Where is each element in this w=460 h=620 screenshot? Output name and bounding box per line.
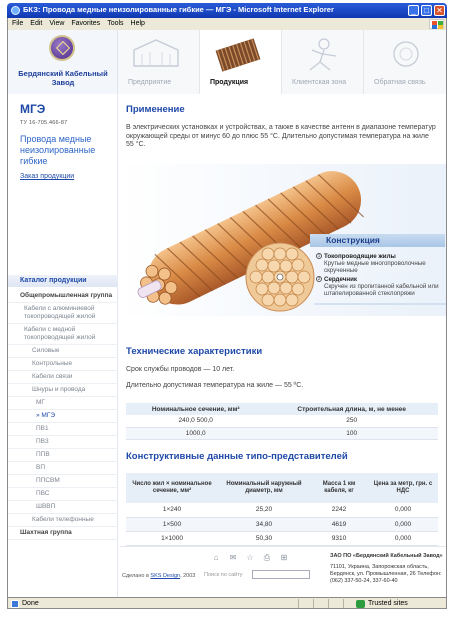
main-nav: [118, 30, 447, 94]
status-text: Done: [22, 600, 39, 607]
menu-tools[interactable]: Tools: [107, 20, 124, 27]
catalog-item-mge[interactable]: » МГЭ: [8, 410, 118, 423]
menu-file[interactable]: File: [12, 20, 24, 27]
table-header: Номинальное сечение, мм²: [126, 403, 265, 415]
company-info: [330, 553, 447, 585]
star-icon[interactable]: ☆: [246, 553, 254, 562]
product-code: МГЭ: [20, 102, 46, 116]
ie-icon: [11, 6, 20, 15]
sitemap-icon[interactable]: ⊞: [280, 553, 288, 562]
footer: [120, 546, 447, 597]
sidebar: [8, 94, 118, 597]
catalog-item-shvvp[interactable]: ШВВП: [8, 501, 118, 514]
table-cell: 9310: [310, 531, 368, 545]
table-cell: 1×1000: [126, 531, 218, 545]
product-description: Провода медные неизолированные гибкие: [20, 134, 96, 166]
catalog-item-pv3[interactable]: ПВ3: [8, 436, 118, 449]
menu-favorites[interactable]: Favorites: [71, 20, 101, 27]
minimize-button[interactable]: _: [408, 5, 419, 16]
construction-item: [316, 276, 447, 297]
status-segment: [343, 599, 357, 608]
nav-label-company: Предприятие: [128, 79, 172, 86]
made-by: [122, 573, 195, 579]
catalog-item-aluminium[interactable]: Кабели с алюминиевой токопроводящей жилой: [8, 303, 118, 324]
catalog-item-cords[interactable]: Шнуры и провода: [8, 384, 118, 397]
order-products-link[interactable]: Заказ продукции: [20, 173, 75, 180]
catalog-item-mg[interactable]: МГ: [8, 397, 118, 410]
logo-emblem-icon: [49, 35, 75, 61]
temperature-text: Длительно допустимая температура на жиле — 55 ºС.: [126, 382, 304, 389]
cable-spool-icon: [208, 36, 268, 74]
catalog-item-vp[interactable]: ВП: [8, 462, 118, 475]
menu-view[interactable]: View: [49, 20, 65, 27]
construction-header: Конструкция: [310, 234, 445, 247]
factory-icon: [126, 36, 186, 74]
catalog-item-copper[interactable]: Кабели с медной токопроводящей жилой: [8, 324, 118, 345]
trusted-zone-icon: [356, 600, 365, 608]
construction-item-desc: Крутые медные многопроволочные скрученные: [324, 260, 426, 274]
table-cell: 1×500: [126, 517, 218, 531]
menu-help[interactable]: Help: [130, 20, 145, 27]
nav-label-products: Продукция: [210, 79, 249, 86]
catalog-item-ppsvm[interactable]: ППСВМ: [8, 475, 118, 488]
catalog-item-communication[interactable]: Кабели связи: [8, 371, 118, 384]
construction-item-desc: Скручен из пропитанной кабельной или штапелированной стеклопряжи: [324, 283, 439, 297]
construction-item-name: Токопроводящие жилы: [324, 253, 396, 260]
window-titlebar[interactable]: [7, 3, 447, 18]
table-cell: 0,000: [368, 503, 438, 517]
catalog-header[interactable]: Каталог продукции: [8, 275, 118, 287]
status-segment: [313, 599, 327, 608]
construction-list: [316, 253, 447, 299]
catalog-item-general[interactable]: Общепромышленная группа: [8, 290, 118, 303]
page-icon: [11, 600, 19, 608]
company-name: ЗАО ПО «Бердянский Кабельный Завод»: [330, 553, 443, 559]
catalog-item-control[interactable]: Контрольные: [8, 358, 118, 371]
typical-data-title: Конструктивные данные типо-представителей: [126, 451, 348, 462]
table-cell: 240,0 500,0: [126, 415, 265, 427]
site-search-input[interactable]: [252, 570, 310, 579]
table-header: Цена за метр, грн. с НДС: [368, 473, 438, 503]
logo-line-2: Завод: [51, 78, 75, 87]
logo[interactable]: [8, 30, 118, 94]
status-segment: [328, 599, 342, 608]
table-cell: 34,80: [218, 517, 310, 531]
table-cell: 100: [265, 427, 438, 439]
table-cell: 4619: [310, 517, 368, 531]
table-cell: 0,000: [368, 517, 438, 531]
mail-icon[interactable]: ✉: [229, 553, 237, 562]
table-row: [126, 531, 438, 545]
catalog-item-mining[interactable]: Шахтная группа: [8, 527, 118, 540]
table-header: Число жил × номинальное сечение, мм²: [126, 473, 218, 503]
typical-data-table: [126, 473, 438, 546]
status-bar: [7, 597, 447, 609]
product-spec: ТУ 16-705.466-87: [20, 120, 68, 126]
table-cell: 250: [265, 415, 438, 427]
nav-item-feedback[interactable]: [364, 30, 447, 94]
construction-item: [316, 253, 447, 274]
nav-label-client-zone: Клиентская зона: [292, 79, 347, 86]
window-title: БКЗ: Провода медные неизолированные гибкие — МГЭ - Microsoft Internet Explorer: [23, 5, 334, 14]
table-header: Строительная длина, м, не менее: [265, 403, 438, 415]
catalog-list: [8, 290, 118, 540]
made-by-prefix: Сделано в: [122, 573, 149, 579]
application-title: Применение: [126, 104, 185, 115]
browser-viewport: [7, 30, 447, 597]
service-life-text: Срок службы проводов — 10 лет.: [126, 366, 235, 373]
windows-logo-icon: [429, 19, 444, 29]
table-row: [126, 415, 438, 427]
company-address: 71101, Украина, Запорожская область, Бердянск, ул. Промышленная, 26 Телефон: (062) 337-50-24, 337-60-40: [330, 564, 442, 584]
main-content: [120, 94, 447, 597]
person-icon: [290, 36, 350, 74]
table-cell: 50,30: [218, 531, 310, 545]
print-icon[interactable]: ⎙: [263, 553, 271, 562]
logo-line-1: Бердянский Кабельный: [18, 69, 108, 78]
menu-bar: [7, 18, 447, 30]
maximize-button[interactable]: □: [421, 5, 432, 16]
catalog-item-power[interactable]: Силовые: [8, 345, 118, 358]
table-row: [126, 503, 438, 517]
table-row: [126, 517, 438, 531]
table-cell: 25,20: [218, 503, 310, 517]
construction-item-name: Сердечник: [324, 276, 357, 283]
table-row: [126, 427, 438, 439]
tech-title: Технические характеристики: [126, 346, 263, 357]
feedback-ring-icon: [372, 36, 432, 74]
status-segment: [298, 599, 312, 608]
table-cell: 2242: [310, 503, 368, 517]
nav-label-feedback: Обратная связь: [374, 79, 426, 86]
construction-num: 1: [317, 253, 321, 258]
security-zone: Trusted sites: [368, 600, 408, 607]
table-cell: 1×240: [126, 503, 218, 517]
search-label: Поиск по сайту: [204, 572, 243, 578]
close-button[interactable]: ✕: [434, 5, 445, 16]
construction-num: 2: [317, 276, 321, 281]
made-by-year: , 2003: [180, 573, 196, 579]
made-by-link[interactable]: SKS Design: [150, 573, 181, 579]
catalog-item-pvs[interactable]: ПВС: [8, 488, 118, 501]
nav-item-client-zone[interactable]: [282, 30, 364, 94]
table-header: Масса 1 км кабеля, кг: [310, 473, 368, 503]
length-table: [126, 403, 438, 440]
cross-section-icon: [246, 243, 314, 311]
application-text: В электрических установках и устройствах, а также в качестве антенн в диапазоне температур окружающей среды от минус 60 до плюс 55 °С. Длительно допустимая температура на жиле 55 °С.: [126, 124, 436, 148]
catalog-item-telephone[interactable]: Кабели телефонные: [8, 514, 118, 527]
table-cell: 0,000: [368, 531, 438, 545]
home-icon[interactable]: ⌂: [213, 553, 219, 562]
catalog-item-mge-label: МГЭ: [41, 412, 56, 419]
menu-edit[interactable]: Edit: [30, 20, 43, 27]
nav-item-company[interactable]: [118, 30, 200, 94]
catalog-item-pv1[interactable]: ПВ1: [8, 423, 118, 436]
catalog-item-ppv[interactable]: ППВ: [8, 449, 118, 462]
nav-item-products[interactable]: [200, 30, 282, 94]
site-header: [8, 30, 447, 94]
footer-icons: [210, 553, 310, 563]
table-header: Номинальный наружный диаметр, мм: [218, 473, 310, 503]
table-cell: 1000,0: [126, 427, 265, 439]
